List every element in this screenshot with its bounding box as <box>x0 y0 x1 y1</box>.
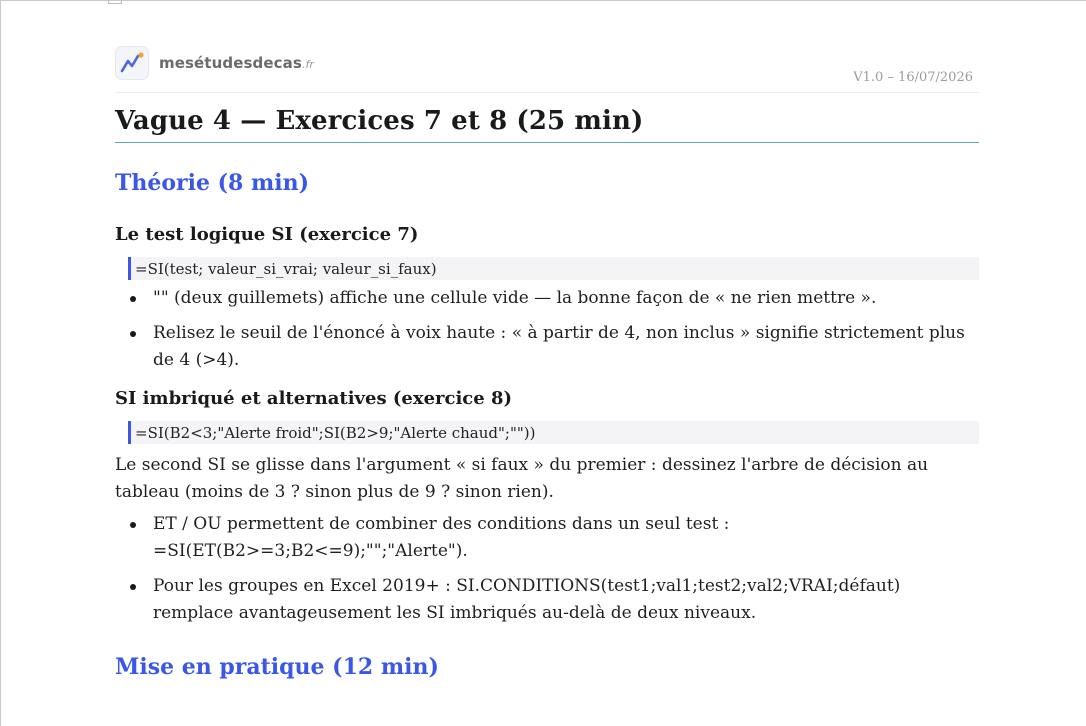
bullet-icon <box>130 296 136 302</box>
logo-name-text: mesétudesdecas <box>159 54 302 72</box>
page-title: Vague 4 — Exercices 7 et 8 (25 min) <box>115 106 979 143</box>
list-item <box>153 320 979 374</box>
bullet-icon <box>130 522 136 528</box>
logo-name <box>159 54 314 72</box>
list-item-text: Pour les groupes en Excel 2019+ : SI.CONDITIONS(test1;val1;test2;val2;VRAI;défaut) remplace avantageusement les SI imbriqués au-delà de deux niveaux. <box>153 576 901 623</box>
page-edge-top <box>0 0 1086 1</box>
logo-tld: .fr <box>301 58 315 71</box>
practice-heading: Mise en pratique (12 min) <box>115 654 439 680</box>
list-item <box>153 285 979 312</box>
list-item <box>153 511 979 565</box>
logo-chart-icon <box>115 46 149 80</box>
section-si-heading: Le test logique SI (exercice 7) <box>115 224 419 245</box>
list-item-text: ET / OU permettent de combiner des conditions dans un seul test : =SI(ET(B2>=3;B2<=9);"";"Alerte"). <box>153 514 730 561</box>
version-date: V1.0 – 16/07/2026 <box>853 70 973 85</box>
list-item <box>153 573 979 627</box>
site-logo <box>115 46 314 80</box>
code-block-si-syntax: =SI(test; valeur_si_vrai; valeur_si_faux) <box>128 257 979 280</box>
theory-heading: Théorie (8 min) <box>115 170 310 196</box>
page-edge-left <box>0 0 1 726</box>
page-corner-mark <box>108 0 122 4</box>
document-page <box>115 46 979 680</box>
document-header <box>115 46 979 93</box>
bullet-list-alternatives <box>115 511 979 627</box>
paragraph-si-imbrique: Le second SI se glisse dans l'argument « si faux » du premier : dessinez l'arbre de décision au tableau (moins de 3 ? sinon plus de 9 ? sinon rien). <box>115 455 929 502</box>
list-item-text: "" (deux guillemets) affiche une cellule vide — la bonne façon de « ne rien mettre ». <box>153 288 877 308</box>
bullet-list-si <box>115 285 979 374</box>
bullet-icon <box>130 331 136 337</box>
list-item-text: Relisez le seuil de l'énoncé à voix haute : « à partir de 4, non inclus » signifie strictement plus de 4 (>4). <box>153 323 965 370</box>
code-block-si-imbrique: =SI(B2<3;"Alerte froid";SI(B2>9;"Alerte chaud";"")) <box>128 421 979 444</box>
section-si-imbrique-heading: SI imbriqué et alternatives (exercice 8) <box>115 388 513 409</box>
bullet-icon <box>130 584 136 590</box>
